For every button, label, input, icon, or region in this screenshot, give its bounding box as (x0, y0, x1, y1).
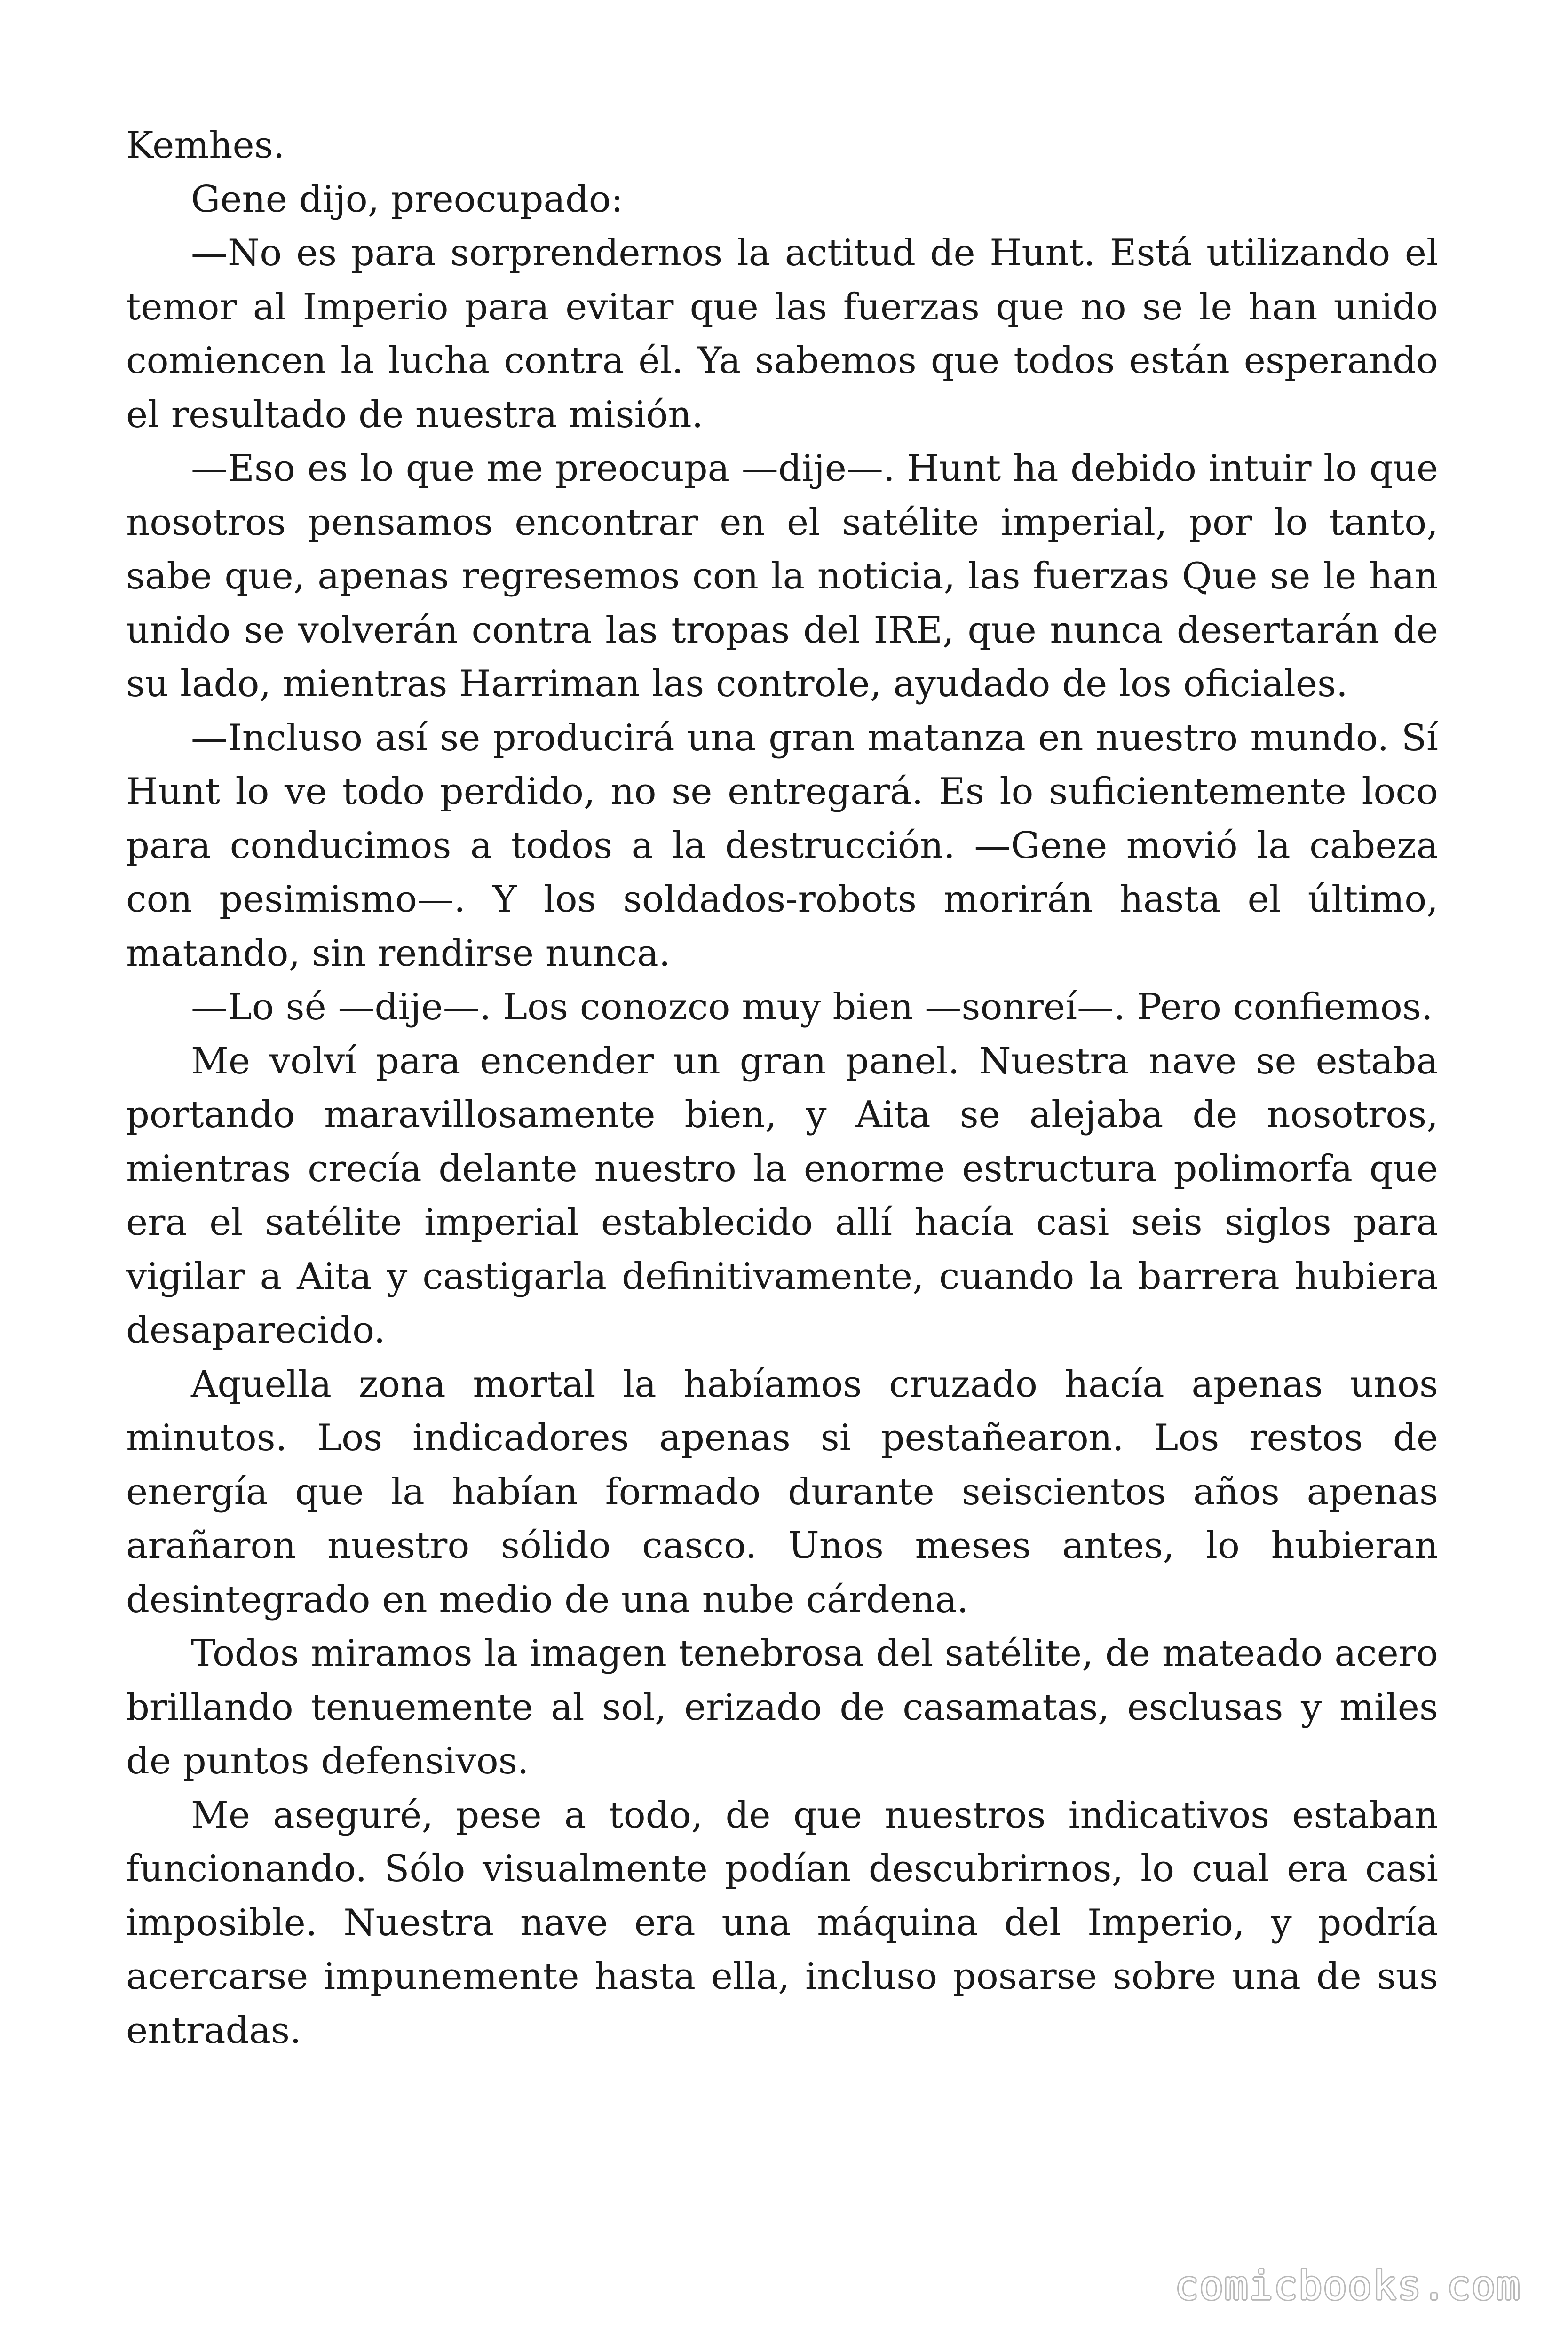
paragraph-8: Aquella zona mortal la habíamos cruzado hacía apenas unos minutos. Los indicadores apenas si pestañearon. Los restos de energía que la habían formado durante seiscientos años apenas arañaron nuestro sólido casco. Unos meses antes, lo hubieran desintegrado en medio de una nube cárdena. (126, 1363, 1438, 1621)
page-body (126, 119, 1438, 2058)
paragraph-5: —Incluso así se producirá una gran matanza en nuestro mundo. Sí Hunt lo ve todo perdido, no se entregará. Es lo suficientemente loco para conducimos a todos a la destrucción. —Gene movió la cabeza con pesimismo—. Y los soldados-robots morirán hasta el último, matando, sin rendirse nunca. (126, 716, 1438, 975)
watermark: comicbooks.com (1174, 2263, 1521, 2309)
paragraph-2: Gene dijo, preocupado: (191, 178, 624, 221)
paragraph-4: —Eso es lo que me preocupa —dije—. Hunt ha debido intuir lo que nosotros pensamos encontrar en el satélite imperial, por lo tanto, sabe que, apenas regresemos con la noticia, las fuerzas Que se le han unido se volverán contra las tropas del IRE, que nunca desertarán de su lado, mientras Harriman las controle, ayudado de los oficiales. (126, 447, 1438, 705)
paragraph-9: Todos miramos la imagen tenebrosa del satélite, de mateado acero brillando tenuemente al sol, erizado de casamatas, esclusas y miles de puntos defensivos. (126, 1632, 1438, 1782)
paragraph-3: —No es para sorprendernos la actitud de Hunt. Está utilizando el temor al Imperio para evitar que las fuerzas que no se le han unido comiencen la lucha contra él. Ya sabemos que todos están esperando el resultado de nuestra misión. (126, 232, 1438, 436)
paragraph-7: Me volví para encender un gran panel. Nuestra nave se estaba portando maravillosamente bien, y Aita se alejaba de nosotros, mientras crecía delante nuestro la enorme estructura polimorfa que era el satélite imperial establecido allí hacía casi seis siglos para vigilar a Aita y castigarla definitivamente, cuando la barrera hubiera desaparecido. (126, 1040, 1438, 1351)
paragraph-10: Me aseguré, pese a todo, de que nuestros indicativos estaban funcionando. Sólo visualmente podían descubrirnos, lo cual era casi imposible. Nuestra nave era una máquina del Imperio, y podría acercarse impunemente hasta ella, incluso posarse sobre una de sus entradas. (126, 1794, 1438, 2052)
paragraph-1: Kemhes. (126, 124, 285, 167)
paragraph-6: —Lo sé —dije—. Los conozco muy bien —sonreí—. Pero confiemos. (191, 986, 1433, 1028)
